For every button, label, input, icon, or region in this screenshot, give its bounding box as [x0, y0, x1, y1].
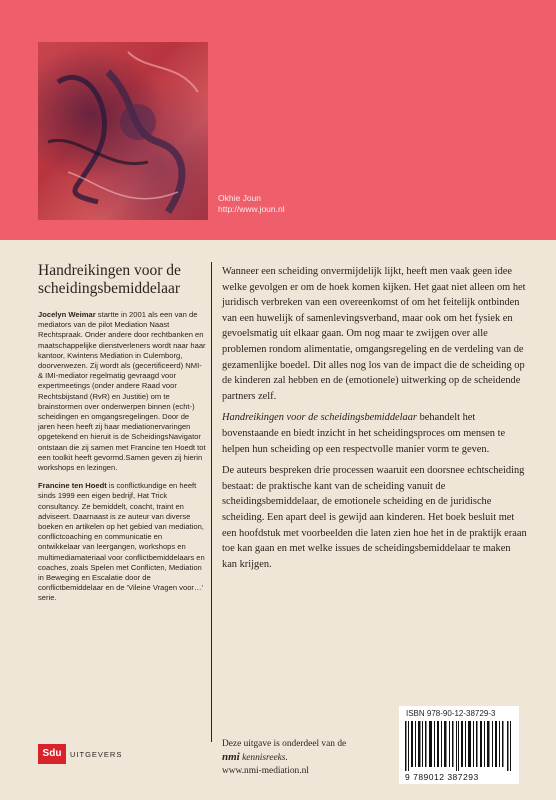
blurb-paragraph-2 [222, 410, 527, 457]
series-line-2 [222, 751, 346, 765]
blurb-paragraph-3: De auteurs bespreken drie processen waaruit een doorsnee echtscheiding bestaat: de praktische kant van de scheiding vanuit de scheidingsbemiddelaar, de emotionele scheiding en de juridische scheiding. Een apart deel is gewijd aan kinderen. Het boek besluit met een hoofdstuk met voorbeelden die laten zien hoe het in de praktijk eraan toe kan gaan en met welke issues de scheidingsbemiddelaar te maken kan krijgen. [222, 465, 527, 570]
author-1-text: startte in 2001 als een van de mediators van de pilot Mediation Naast Rechtspraak. Onder andere door rechtbanken en maatschappelijke dienstverleners wordt naar haar kantoor, Kwintens Mediation in Culemborg, doorverwezen. Zij wordt als (gecertificeerd) NMI- & IMI-mediator regelmatig gevraagd voor expertmeetings (onder andere Raad voor Rechtsbijstand (RvR) en Justitie) om te brainstormen over onderwerpen binnen (echt-) scheidingen en omgangsregelingen. Door de jaren heen heeft zij haar mediationervaringen opgetekend en hieruit is de ScheidingsNavigator ontstaan die zij samen met Francine ten Hoedt tot een toolkit heeft gevormd.Samen geven zij hierin workshops en lezingen. [38, 310, 206, 473]
isbn-label: ISBN 978-90-12-38729-3 [406, 709, 496, 718]
sdu-logo-mark: Sdu [38, 744, 66, 764]
barcode-image [405, 721, 513, 771]
nmi-logo: nmi [222, 751, 240, 763]
publisher-name: UITGEVERS [70, 749, 123, 759]
barcode-digits: 9 789012 387293 [405, 772, 479, 782]
series-name: kennisreeks. [239, 753, 288, 763]
title-line-1: Handreikingen voor de [38, 262, 181, 279]
blurb [222, 264, 527, 578]
artist-url: http://www.joun.nl [218, 204, 285, 214]
author-2-name: Francine ten Hoedt [38, 481, 107, 491]
blurb-book-title: Handreikingen voor de scheidingsbemiddelaar [222, 412, 417, 424]
author-1-name: Jocelyn Weimar [38, 310, 96, 319]
series-note [222, 738, 346, 778]
blurb-paragraph-1: Wanneer een scheiding onvermijdelijk lijkt, heeft men vaak geen idee welke gevolgen er om de hoek komen kijken. Het gaat niet alleen om het juridisch verbreken van een overeenkomst of om het feitelijk ontbinden van een huwelijk of samenlevingsverband, maar ook om het fysiek en gevoelsmatig uit elkaar gaan. Om nog maar te zwijgen over alle problemen rondom alimentatie, omgangsregeling en de verdeling van de gezamenlijke boedel. Dit alles nog los van de impact die de scheiding op de kinderen zal hebben en de (emotionele) uitwerking op de scheidende partners zelf. [222, 266, 526, 402]
publisher-logo [38, 744, 122, 766]
column-divider [211, 262, 212, 742]
author-2-text: is conflictkundige en heeft sinds 1999 een eigen bedrijf, Hat Trick consultancy. Ze bemiddelt, coacht, traint en adviseert. Daarnaast is ze auteur van diverse boeken en artikelen op het gebied van mediation, conflictcoaching en communicatie en ontwikkelaar van leergangen, workshops en multimediamateriaal voor conflictbemiddelaars en coaches, zoals Spelen met Conflicten, Mediation in Beweging en Escalatie door de conflictbemiddelaar en de 'Vileine Vragen voor…' serie. [38, 481, 205, 603]
title-line-2: scheidingsbemiddelaar [38, 280, 181, 297]
series-url: www.nmi-mediation.nl [222, 766, 309, 776]
blurb-paragraph-2-text: behandelt het bovenstaande en biedt inzicht in het scheidingsproces om mensen te helpen hun scheiding op een respectvolle manier vorm te geven. [222, 412, 506, 455]
artwork-credit [218, 193, 285, 215]
author-bio-1 [38, 310, 206, 473]
artist-name: Okhie Joun [218, 193, 261, 203]
left-column [38, 262, 206, 612]
isbn-barcode-box [399, 706, 519, 784]
artwork-strokes [38, 42, 208, 220]
cover-artwork [38, 42, 208, 220]
series-line-1: Deze uitgave is onderdeel van de [222, 739, 347, 749]
author-bio-2 [38, 481, 206, 603]
book-title [38, 262, 206, 298]
